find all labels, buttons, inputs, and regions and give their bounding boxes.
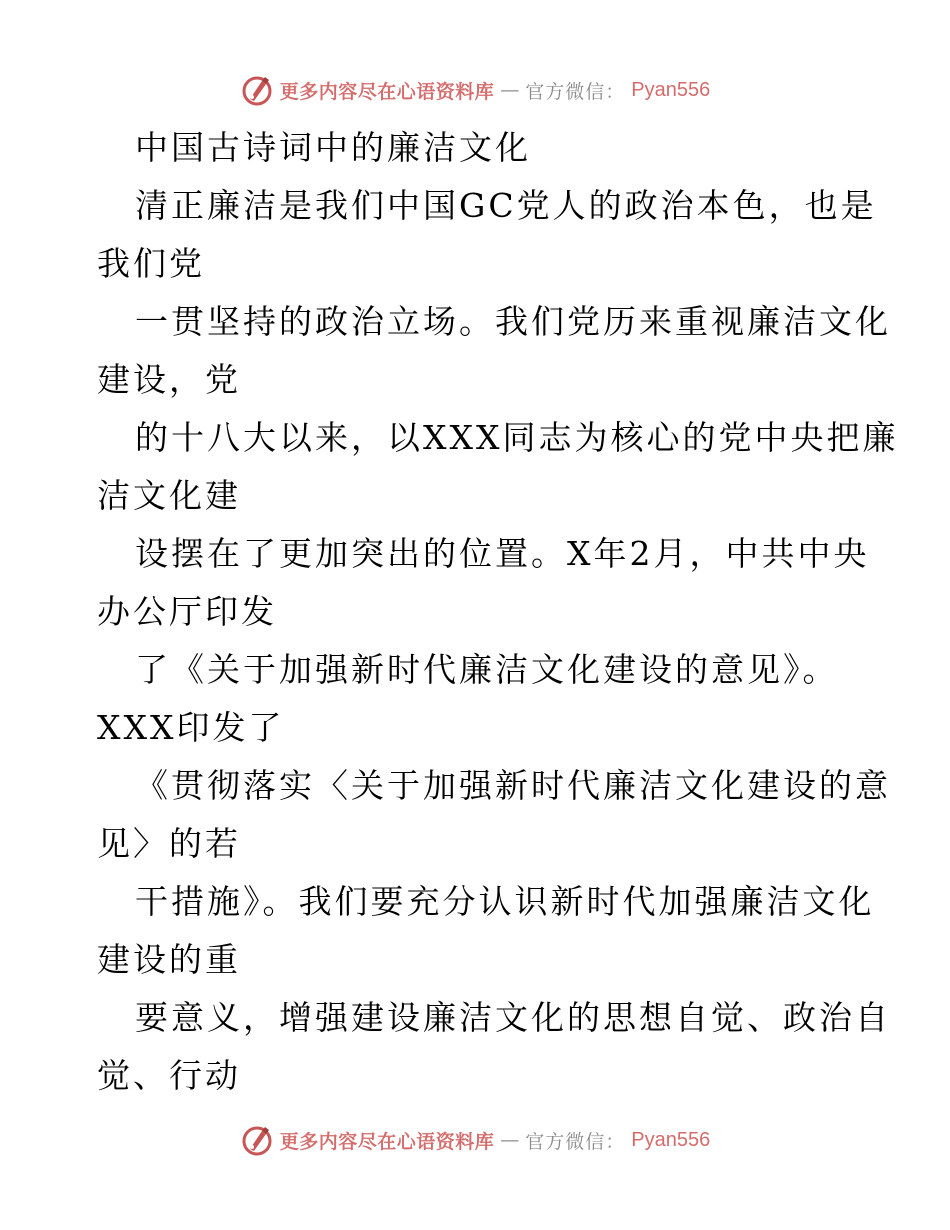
paragraph-line: 了《关于加强新时代廉洁文化建设的意见》。 (135, 650, 839, 689)
banner-text: 更多内容尽在心语资料库 (279, 1130, 495, 1153)
pen-circle-logo-icon (240, 1123, 274, 1157)
header-watermark-banner (0, 70, 950, 110)
paragraph-line: 《贯彻落实〈关于加强新时代廉洁文化建设的意 (135, 766, 891, 805)
paragraph-line: 我们党 (97, 244, 205, 283)
paragraph-line: 干措施》。我们要充分认识新时代加强廉洁文化 (135, 882, 875, 921)
paragraph-line: 觉、行动 (97, 1056, 241, 1095)
paragraph-line: 办公厅印发 (97, 592, 277, 631)
paragraph-line: 设摆在了更加突出的位置。X年2月，中共中央 (135, 534, 870, 573)
paragraph-line: 清正廉洁是我们中国GC党人的政治本色，也是 (135, 186, 877, 225)
paragraph-line: 见〉的若 (97, 824, 241, 863)
document-title: 中国古诗词中的廉洁文化 (135, 128, 531, 167)
paragraph-line: 的十八大以来，以XXX同志为核心的党中央把廉 (135, 418, 899, 457)
banner-wechat-id: Pyan556 (631, 78, 711, 101)
banner-dash: — (500, 79, 520, 101)
banner-wechat-label: 官方微信： (525, 80, 626, 103)
pen-circle-logo-icon (240, 73, 274, 107)
paragraph-line: 建设的重 (97, 940, 241, 979)
paragraph-line: 建设，党 (97, 360, 241, 399)
banner-wechat-label: 官方微信： (525, 1130, 626, 1153)
banner-text: 更多内容尽在心语资料库 (279, 80, 495, 103)
banner-dash: — (500, 1129, 520, 1151)
paragraph-line: 洁文化建 (97, 476, 241, 515)
paragraph-line: 要意义，增强建设廉洁文化的思想自觉、政治自 (135, 998, 891, 1037)
document-body (97, 119, 899, 1105)
paragraph-line: 一贯坚持的政治立场。我们党历来重视廉洁文化 (135, 302, 891, 341)
footer-watermark-banner (0, 1120, 950, 1160)
banner-wechat-id: Pyan556 (631, 1128, 711, 1151)
paragraph-line: XXX印发了 (97, 708, 285, 747)
